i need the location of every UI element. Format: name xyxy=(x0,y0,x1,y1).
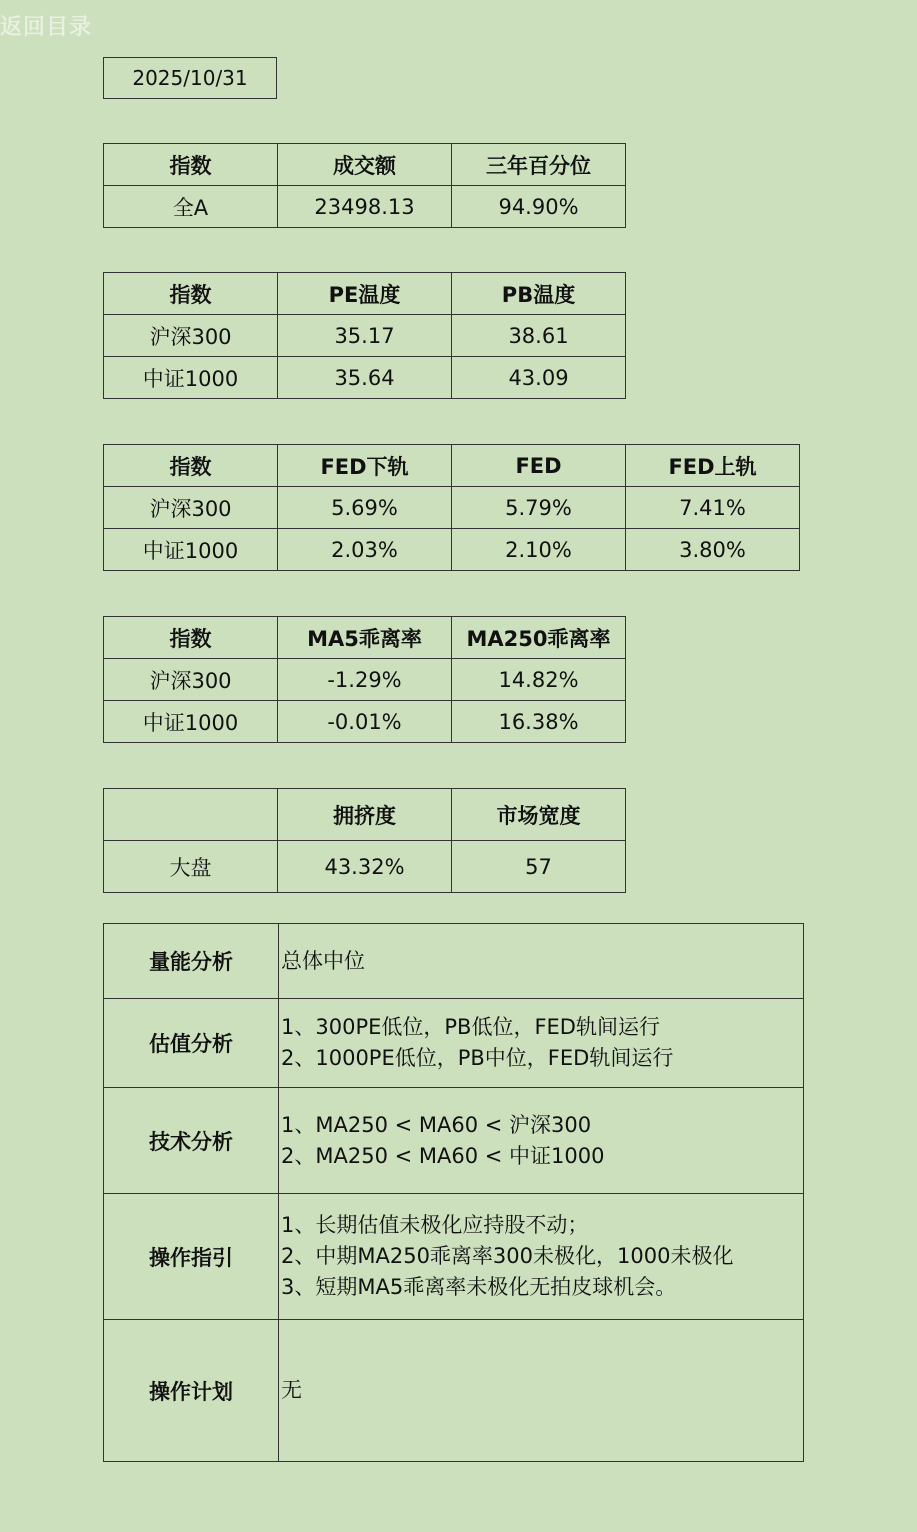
table-cell: 16.38% xyxy=(452,701,626,743)
table-cell: 5.79% xyxy=(452,487,626,529)
header-cell: PB温度 xyxy=(452,273,626,315)
header-cell: 拥挤度 xyxy=(278,789,452,841)
deviation-table xyxy=(103,616,626,743)
analysis-row xyxy=(104,1194,804,1320)
report-date: 2025/10/31 xyxy=(103,57,277,99)
header-cell: MA5乖离率 xyxy=(278,617,452,659)
analysis-row xyxy=(104,1088,804,1194)
analysis-line: 1、长期估值未极化应持股不动； xyxy=(281,1213,589,1237)
table-header-row xyxy=(104,617,626,659)
analysis-line: 无 xyxy=(281,1378,302,1402)
table-cell: 中证1000 xyxy=(104,701,278,743)
table-cell: 大盘 xyxy=(104,841,278,893)
table-cell: 5.69% xyxy=(278,487,452,529)
table-cell: 57 xyxy=(452,841,626,893)
table-cell: 2.03% xyxy=(278,529,452,571)
table-header-row xyxy=(104,445,800,487)
analysis-row xyxy=(104,999,804,1088)
analysis-content xyxy=(279,924,804,999)
header-cell: 指数 xyxy=(104,445,278,487)
table-row xyxy=(104,357,626,399)
table-cell: 中证1000 xyxy=(104,357,278,399)
table-cell: 35.17 xyxy=(278,315,452,357)
table-cell: 7.41% xyxy=(626,487,800,529)
table-cell: 3.80% xyxy=(626,529,800,571)
crowding-table xyxy=(103,788,626,893)
analysis-line: 总体中位 xyxy=(281,948,365,973)
analysis-label: 技术分析 xyxy=(104,1088,279,1194)
table-cell: 中证1000 xyxy=(104,529,278,571)
table-cell: 23498.13 xyxy=(278,186,452,228)
analysis-line: 1、MA250 < MA60 < 沪深300 xyxy=(281,1112,592,1137)
header-cell xyxy=(104,789,278,841)
header-cell: FED下轨 xyxy=(278,445,452,487)
table-cell: 38.61 xyxy=(452,315,626,357)
table-row xyxy=(104,315,626,357)
analysis-label: 估值分析 xyxy=(104,999,279,1088)
table-row xyxy=(104,529,800,571)
analysis-content xyxy=(279,1088,804,1194)
analysis-label: 操作计划 xyxy=(104,1320,279,1462)
header-cell: 指数 xyxy=(104,617,278,659)
table-cell: 全A xyxy=(104,186,278,228)
analysis-line: 2、1000PE低位，PB中位，FED轨间运行 xyxy=(281,1046,674,1070)
analysis-row xyxy=(104,924,804,999)
analysis-row xyxy=(104,1320,804,1462)
turnover-table xyxy=(103,143,626,228)
table-cell: 35.64 xyxy=(278,357,452,399)
table-cell: 沪深300 xyxy=(104,315,278,357)
analysis-label: 操作指引 xyxy=(104,1194,279,1320)
analysis-line: 3、短期MA5乖离率未极化无拍皮球机会。 xyxy=(281,1275,677,1299)
table-cell: 94.90% xyxy=(452,186,626,228)
analysis-line: 1、300PE低位，PB低位，FED轨间运行 xyxy=(281,1015,660,1039)
analysis-line: 2、中期MA250乖离率300未极化，1000未极化 xyxy=(281,1244,734,1268)
table-cell: 43.09 xyxy=(452,357,626,399)
header-cell: 指数 xyxy=(104,273,278,315)
analysis-content xyxy=(279,1194,804,1320)
header-cell: FED xyxy=(452,445,626,487)
table-row xyxy=(104,841,626,893)
table-cell: 沪深300 xyxy=(104,659,278,701)
header-cell: MA250乖离率 xyxy=(452,617,626,659)
header-cell: 市场宽度 xyxy=(452,789,626,841)
analysis-content xyxy=(279,999,804,1088)
table-cell: -1.29% xyxy=(278,659,452,701)
header-cell: 指数 xyxy=(104,144,278,186)
table-cell: 沪深300 xyxy=(104,487,278,529)
table-cell: 2.10% xyxy=(452,529,626,571)
fed-table xyxy=(103,444,800,571)
table-row xyxy=(104,186,626,228)
valuation-table xyxy=(103,272,626,399)
table-row xyxy=(104,701,626,743)
analysis-table xyxy=(103,923,804,1462)
analysis-content xyxy=(279,1320,804,1462)
table-row xyxy=(104,659,626,701)
header-cell: 三年百分位 xyxy=(452,144,626,186)
table-cell: -0.01% xyxy=(278,701,452,743)
table-cell: 43.32% xyxy=(278,841,452,893)
table-cell: 14.82% xyxy=(452,659,626,701)
header-cell: PE温度 xyxy=(278,273,452,315)
header-cell: FED上轨 xyxy=(626,445,800,487)
analysis-label: 量能分析 xyxy=(104,924,279,999)
table-header-row xyxy=(104,273,626,315)
header-cell: 成交额 xyxy=(278,144,452,186)
analysis-line: 2、MA250 < MA60 < 中证1000 xyxy=(281,1143,605,1168)
table-header-row xyxy=(104,144,626,186)
table-row xyxy=(104,487,800,529)
back-to-contents-link[interactable]: 返回目录 xyxy=(0,15,93,40)
table-header-row xyxy=(104,789,626,841)
